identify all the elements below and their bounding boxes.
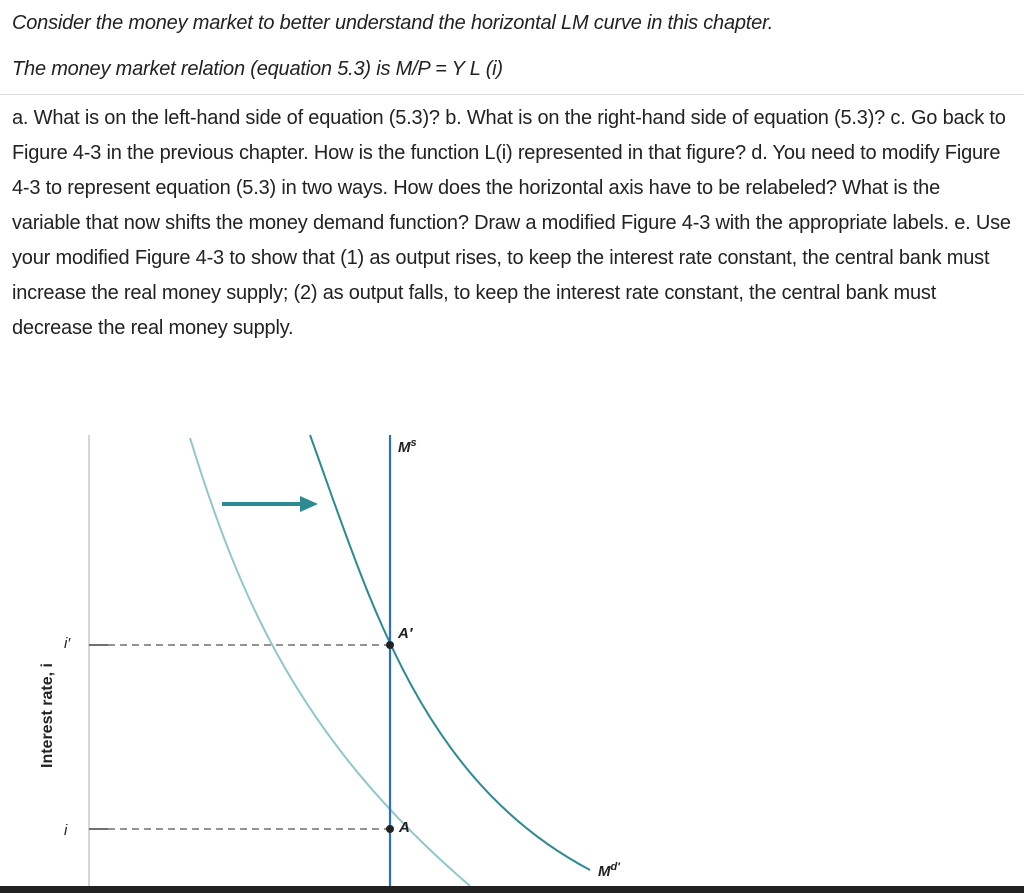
y-axis-label: Interest rate, i <box>39 663 56 768</box>
tick-label-i: i <box>64 822 68 839</box>
shift-arrow-head <box>300 496 318 512</box>
bottom-rule <box>0 886 1024 893</box>
question-body: a. What is on the left-hand side of equation (5.3)? b. What is on the right-hand side of equation (5.3)? c. Go back to Figure 4-3 in the previous chapter. How is the function L(i) represented in that figure? d. You need to modify Figure 4-3 to represent equation (5.3) in two ways. How does the horizontal axis have to be relabeled? What is the variable that now shifts the money demand function? Draw a modified Figure 4-3 with the appropriate labels. e. Use your modified Figure 4-3 to show that (1) as output rises, to keep the interest rate constant, the central bank must increase the real money supply; (2) as output falls, to keep the interest rate constant, the central bank must decrease the real money supply. <box>12 107 1011 339</box>
money-supply-label: $M^s$ <box>398 437 417 456</box>
tick-label-i-prime: i′ <box>64 635 71 652</box>
question-intro-line-2: The money market relation (equation 5.3) is M/P = Y L (i) <box>12 58 503 80</box>
point-a-prime-label: A′ <box>398 625 413 642</box>
money-demand-label: $M^{d'}$ <box>598 861 620 880</box>
question-intro-line-1: Consider the money market to better understand the horizontal LM curve in this chapter. <box>12 12 774 34</box>
point-a-prime <box>386 641 394 649</box>
point-a <box>386 825 394 833</box>
point-a-label: A <box>399 819 410 836</box>
money-demand-curve-shifted <box>310 435 590 870</box>
